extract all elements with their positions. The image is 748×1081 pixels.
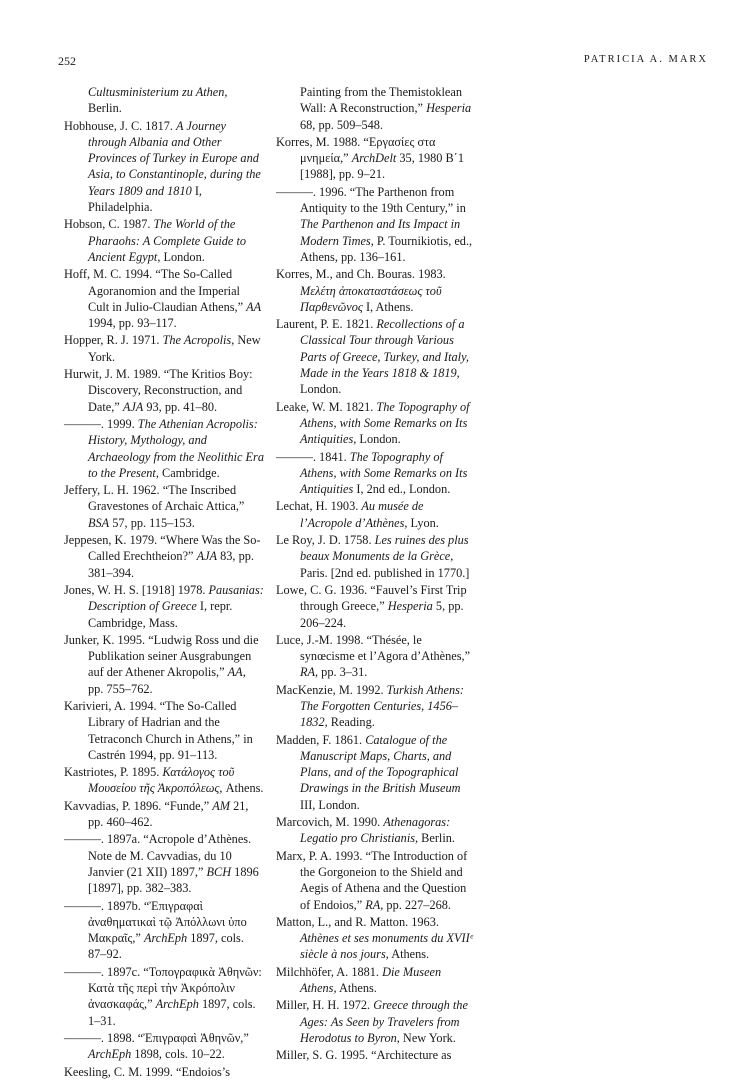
bib-entry: ———. 1897a. “Acropole d’Athènes. Note de M. Cavvadias, du 10 Janvier (21 XII) 1897,” BCH 1896 [1897], pp. 382–383. (64, 832, 259, 896)
bib-entry: Painting from the Themistoklean Wall: A Reconstruction,” Hesperia 68, pp. 509–548. (300, 85, 472, 132)
bib-entry: ———. 1898. “Ἐπιγραφαὶ Ἀθηνῶν,” ArchEph 1898, cols. 10–22. (64, 1030, 249, 1062)
bib-entry: Kavvadias, P. 1896. “Funde,” AM 21, pp. 460–462. (64, 798, 249, 830)
bib-entry: Lowe, C. G. 1936. “Fauvel’s First Trip through Greece,” Hesperia 5, pp. 206–224. (276, 582, 467, 630)
bib-entry: Milchhöfer, A. 1881. Die Museen Athens, Athens. (276, 964, 442, 996)
bib-entry: Hoff, M. C. 1994. “The So-Called Agoranomion and the Imperial Cult in Julio-Claudian Athens,” AA 1994, pp. 93–117. (64, 267, 262, 331)
bib-entry: Laurent, P. E. 1821. Recollections of a Classical Tour through Various Parts of Greece, Turkey, and Italy, Made in the Years 1818 & 1819, London. (276, 317, 469, 397)
bib-entry: Hopper, R. J. 1971. The Acropolis, New York. (64, 333, 261, 364)
bibliography-left-column (64, 84, 264, 1081)
page-header (58, 54, 708, 70)
bib-entry: ———. 1841. The Topography of Athens, with Some Remarks on Its Antiquities I, 2nd ed., London. (276, 449, 468, 497)
bib-entry: Leake, W. M. 1821. The Topography of Athens, with Some Remarks on Its Antiquities, London. (276, 399, 470, 447)
bibliography-right-column (276, 84, 476, 1065)
page-number: 252 (58, 54, 76, 68)
bib-entry: Keesling, C. M. 1999. “Endoios’s (64, 1064, 231, 1079)
bib-entry: Cultusministerium zu Athen, Berlin. (88, 85, 228, 116)
bib-entry: MacKenzie, M. 1992. Turkish Athens: The Forgotten Centuries, 1456–1832, Reading. (276, 682, 464, 730)
bib-entry: Jeffery, L. H. 1962. “The Inscribed Gravestones of Archaic Attica,” BSA 57, pp. 115–153. (64, 483, 245, 530)
bib-entry: Junker, K. 1995. “Ludwig Ross und die Publikation seiner Ausgrabungen auf der Athener Akropolis,” AA, pp. 755–762. (64, 632, 259, 696)
bib-entry: Lechat, H. 1903. Au musée de l’Acropole d’Athènes, Lyon. (276, 499, 439, 530)
bib-entry: Jones, W. H. S. [1918] 1978. Pausanias: Description of Greece I, repr. Cambridge, Mass. (64, 582, 264, 630)
bib-entry: Marx, P. A. 1993. “The Introduction of the Gorgoneion to the Shield and Aegis of Athena and the Question of Endoios,” RA, pp. 227–268. (276, 848, 468, 912)
running-head: PATRICIA A. MARX (583, 54, 708, 65)
bib-entry: Le Roy, J. D. 1758. Les ruines des plus beaux Monuments de la Grèce, Paris. [2nd ed. published in 1770.] (276, 533, 470, 580)
bib-entry: Korres, M. 1988. “Εργασίες στα μνημεία,” ArchDelt 35, 1980 B΄1 [1988], pp. 9–21. (276, 134, 464, 182)
bib-entry: Miller, S. G. 1995. “Architecture as (276, 1048, 452, 1063)
bib-entry: Korres, M., and Ch. Bouras. 1983. Μελέτη ἀποκαταστάσεως τοῦ Παρθενῶνος I, Athens. (276, 267, 446, 314)
bib-entry: Kastriotes, P. 1895. Κατάλογος τοῦ Μουσείου τῆς Ἀκροπόλεως, Athens. (64, 765, 264, 796)
bib-entry: ———. 1999. The Athenian Acropolis: History, Mythology, and Archaeology from the Neolithic Era to the Present, Cambridge. (64, 416, 264, 480)
bib-entry: Luce, J.-M. 1998. “Thésée, le synœcisme et l’Agora d’Athènes,” RA, pp. 3–31. (276, 632, 471, 680)
bib-entry: ———. 1996. “The Parthenon from Antiquity to the 19th Century,” in The Parthenon and Its Impact in Modern Times, P. Tournikiotis, ed., Athens, pp. 136–161. (276, 184, 473, 264)
bib-entry: Miller, H. H. 1972. Greece through the Ages: As Seen by Travelers from Herodotus to Byron, New York. (276, 998, 468, 1045)
bib-entry: Hurwit, J. M. 1989. “The Kritios Boy: Discovery, Reconstruction, and Date,” AJA 93, pp. 41–80. (64, 367, 253, 414)
bib-entry: ———. 1897b. “Ἐπιγραφαὶ ἀναθηματικαὶ τῷ Ἀπόλλωνι ὑπο Μακραῖς,” ArchEph 1897, cols. 87–92. (64, 898, 247, 962)
bib-entry: Matton, L., and R. Matton. 1963. Athènes et ses monuments du XVIIᵉ siècle à nos jours, Athens. (276, 914, 473, 962)
bib-entry: Jeppesen, K. 1979. “Where Was the So-Called Erechtheion?” AJA 83, pp. 381–394. (64, 533, 261, 580)
bib-entry: Hobson, C. 1987. The World of the Pharaohs: A Complete Guide to Ancient Egypt, London. (64, 217, 247, 264)
bib-entry: ———. 1897c. “Τοπογραφικὰ Ἀθηνῶν: Κατὰ τῆς περὶ τὴν Ἀκρόπολιν ἀνασκαφάς,” ArchEph 1897, cols. 1–31. (64, 964, 262, 1028)
bib-entry: Madden, F. 1861. Catalogue of the Manuscript Maps, Charts, and Plans, and of the Topographical Drawings in the British Museum III, London. (276, 732, 461, 812)
bib-entry: Marcovich, M. 1990. Athenagoras: Legatio pro Christianis, Berlin. (276, 815, 455, 846)
bib-entry: Hobhouse, J. C. 1817. A Journey through Albania and Other Provinces of Turkey in Europe and Asia, to Constantinople, during the Years 1809 and 1810 I, Philadelphia. (64, 118, 261, 215)
bib-entry: Karivieri, A. 1994. “The So-Called Library of Hadrian and the Tetraconch Church in Athens,” in Castrén 1994, pp. 91–113. (64, 698, 253, 762)
